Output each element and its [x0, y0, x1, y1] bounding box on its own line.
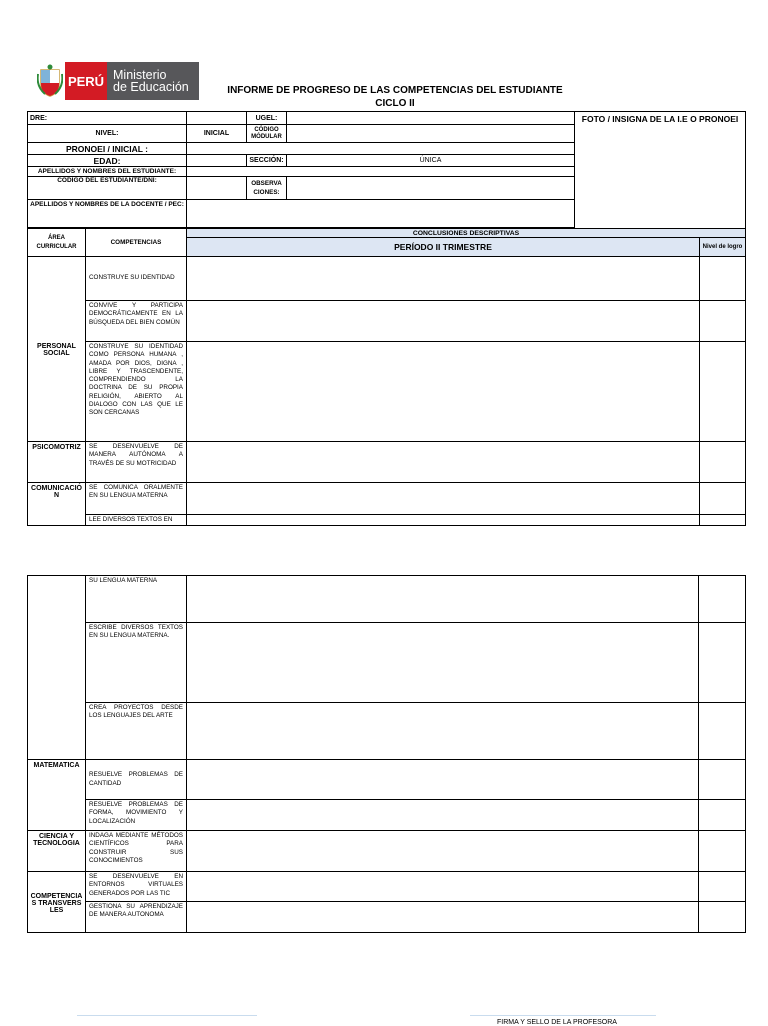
area-comunicacion-cont	[28, 576, 86, 760]
nivel-logro-field[interactable]	[700, 257, 746, 301]
nivel-logro-header: Nivel de logro	[700, 238, 746, 257]
pronoei-label: PRONOEI / INICIAL :	[28, 143, 187, 155]
minedu-logo	[35, 62, 199, 100]
signature-line-right	[470, 1015, 656, 1016]
signature-line-left	[77, 1015, 257, 1016]
conclusion-field[interactable]	[187, 483, 700, 515]
nivel-logro-field[interactable]	[700, 342, 746, 442]
area-curricular-header: ÁREA CURRICULAR	[28, 229, 86, 257]
nivel-label: NIVEL:	[28, 125, 187, 143]
ministry-brand-label	[107, 62, 199, 100]
nivel-logro-field[interactable]	[699, 872, 746, 902]
apellidos-estudiante-field[interactable]	[187, 167, 575, 177]
competencia-psi-1: SE DESENVUELVE DE MANERA AUTÓNOMA A TRAVÉS DE SU MOTRICIDAD	[86, 442, 187, 483]
nivel-logro-field[interactable]	[699, 623, 746, 703]
ministry-line1: Ministerio	[113, 68, 167, 82]
codigo-estudiante-field[interactable]	[187, 177, 247, 200]
observaciones-label: OBSERVA CIONES:	[247, 177, 287, 200]
competencia-com-2: LEE DIVERSOS TEXTOS EN	[86, 515, 187, 526]
info-table-page1	[27, 111, 746, 526]
ugel-field[interactable]	[287, 112, 575, 125]
ugel-label: UGEL:	[247, 112, 287, 125]
conclusion-field[interactable]	[187, 831, 699, 872]
conclusion-field[interactable]	[187, 442, 700, 483]
area-psicomotriz: PSICOMOTRIZ	[28, 442, 86, 483]
nivel-logro-field[interactable]	[700, 442, 746, 483]
competencia-ps-2: CONVIVE Y PARTICIPA DEMOCRÁTICAMENTE EN LA BÚSQUEDA DEL BIEN COMÚN	[86, 301, 187, 342]
competencias-header: COMPETENCIAS	[86, 229, 187, 257]
report-title: INFORME DE PROGRESO DE LAS COMPETENCIAS DEL ESTUDIANTE	[227, 85, 563, 96]
peru-brand-label: PERÚ	[65, 62, 107, 100]
nivel-logro-field[interactable]	[700, 515, 746, 526]
conclusion-field[interactable]	[187, 703, 699, 760]
nivel-logro-field[interactable]	[699, 902, 746, 933]
competencias-table-page2	[27, 575, 746, 933]
nivel-logro-field[interactable]	[700, 301, 746, 342]
apellidos-docente-label: APELLIDOS Y NOMBRES DE LA DOCENTE / PEC:	[28, 200, 187, 228]
report-subtitle: CICLO II	[375, 98, 415, 109]
conclusion-field[interactable]	[187, 515, 700, 526]
area-comunicacion: COMUNICACIÓN	[28, 483, 86, 526]
competencia-tra-2: GESTIONA SU APRENDIZAJE DE MANERA AUTONOMA	[86, 902, 187, 933]
signature-label-profesora: FIRMA Y SELLO DE LA PROFESORA	[497, 1019, 617, 1026]
edad-label: EDAD:	[28, 155, 187, 167]
competencia-ps-3: CONSTRUYE SU IDENTIDAD COMO PERSONA HUMANA , AMADA POR DIOS, DIGNA , LIBRE Y TRASCENDENTE, COMPRENDIENDO LA DOCTRINA DE SU PROPIA RELIGIÓN, ABIERTO AL DIALOGO CON LAS QUE LE SON CERCANAS	[86, 342, 187, 442]
conclusion-field[interactable]	[187, 342, 700, 442]
pronoei-field[interactable]	[187, 143, 575, 155]
conclusion-field[interactable]	[187, 902, 699, 933]
nivel-logro-field[interactable]	[699, 760, 746, 800]
competencia-tra-1: SE DESENVUELVE EN ENTORNOS VIRTUALES GENERADOS POR LAS TIC	[86, 872, 187, 902]
conclusion-field[interactable]	[187, 800, 699, 831]
nivel-logro-field[interactable]	[699, 831, 746, 872]
competencia-com-1: SE COMUNICA ORALMENTE EN SU LENGUA MATERNA	[86, 483, 187, 515]
nivel-logro-field[interactable]	[699, 800, 746, 831]
nivel-logro-field[interactable]	[699, 703, 746, 760]
dre-field[interactable]	[187, 112, 247, 125]
seccion-label: SECCIÓN:	[247, 155, 287, 167]
area-matematica: MATEMATICA	[28, 760, 86, 831]
observaciones-field[interactable]	[287, 177, 575, 200]
conclusion-field[interactable]	[187, 576, 699, 623]
competencia-com-2-cont: SU LENGUA MATERNA	[86, 576, 187, 623]
area-competencias-transversales: COMPETENCIAS TRANSVERSLES	[28, 872, 86, 933]
conclusiones-header: CONCLUSIONES DESCRIPTIVAS	[187, 229, 746, 238]
area-personal-social: PERSONAL SOCIAL	[28, 257, 86, 442]
apellidos-docente-field[interactable]	[187, 200, 575, 228]
seccion-value: ÚNICA	[287, 155, 575, 167]
nivel-value: INICIAL	[187, 125, 247, 143]
conclusion-field[interactable]	[187, 257, 700, 301]
conclusion-field[interactable]	[187, 872, 699, 902]
peru-coat-of-arms-icon	[35, 62, 65, 100]
apellidos-estudiante-label: APELLIDOS Y NOMBRES DEL ESTUDIANTE:	[28, 167, 187, 177]
competencia-mat-2: RESUELVE PROBLEMAS DE FORMA, MOVIMIENTO Y LOCALIZACIÓN	[86, 800, 187, 831]
competencia-com-3: ESCRIBE DIVERSOS TEXTOS EN SU LENGUA MATERNA.	[86, 623, 187, 703]
codigo-modular-field[interactable]	[287, 125, 575, 143]
edad-field[interactable]	[187, 155, 247, 167]
conclusion-field[interactable]	[187, 301, 700, 342]
competencia-cie-1: INDAGA MEDIANTE MÉTODOS CIENTÍFICOS PARA CONSTRUIR SUS CONOCIMIENTOS	[86, 831, 187, 872]
competencia-mat-1: RESUELVE PROBLEMAS DE CANTIDAD	[86, 760, 187, 800]
competencia-ps-1: CONSTRUYE SU IDENTIDAD	[86, 257, 187, 301]
nivel-logro-field[interactable]	[699, 576, 746, 623]
conclusion-field[interactable]	[187, 623, 699, 703]
ministry-line2: de Educación	[113, 80, 189, 94]
codigo-modular-label: CÓDIGO MÓDULAR	[247, 125, 287, 143]
competencia-com-4: CREA PROYECTOS DESDE LOS LENGUAJES DEL ARTE	[86, 703, 187, 760]
report-title-block	[200, 84, 590, 110]
nivel-logro-field[interactable]	[700, 483, 746, 515]
periodo-header: PERÍODO II TRIMESTRE	[187, 238, 700, 257]
dre-label: DRE:	[28, 112, 187, 125]
photo-box: FOTO / INSIGNA DE LA I.E O PRONOEI	[575, 112, 746, 229]
area-ciencia-tecnologia: CIENCIA Y TECNOLOGIA	[28, 831, 86, 872]
codigo-estudiante-label: CÓDIGO DEL ESTUDIANTE/DNI:	[28, 177, 187, 200]
conclusion-field[interactable]	[187, 760, 699, 800]
